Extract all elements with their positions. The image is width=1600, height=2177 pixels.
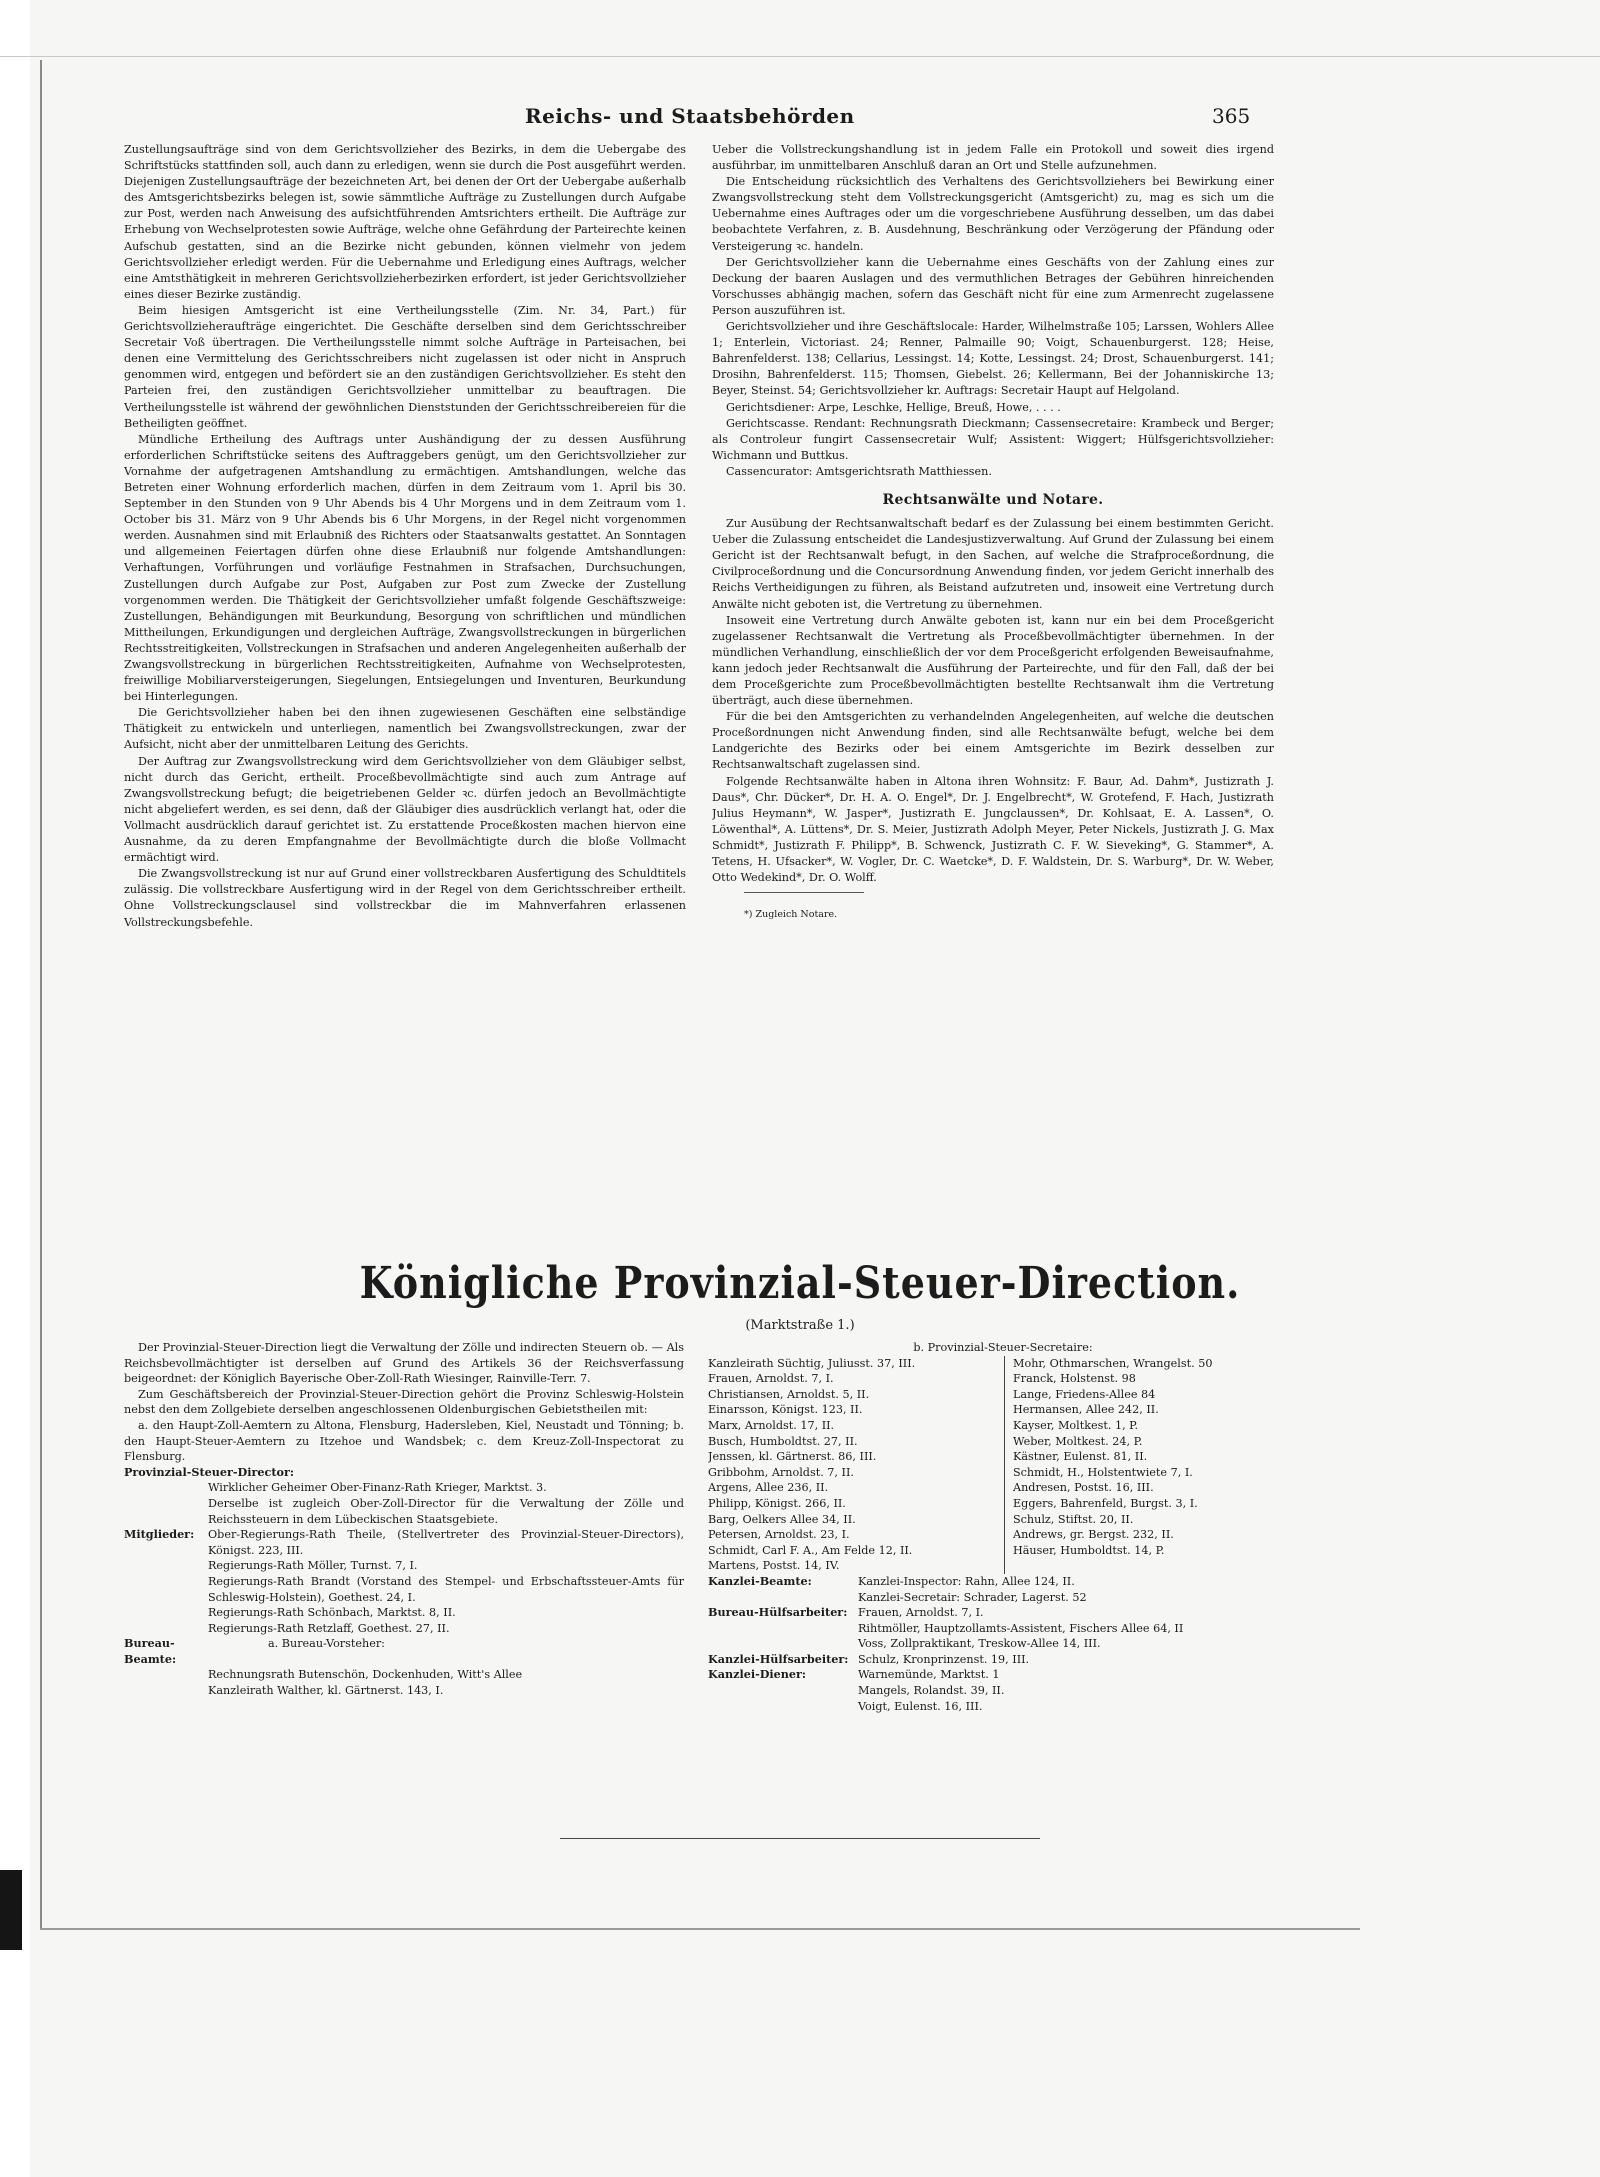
kanzlei-label: Kanzlei-Beamte:: [708, 1573, 812, 1588]
paragraph: Zum Geschäftsbereich der Provinzial-Steuer-Direction gehört die Provinz Schleswig-Holstein nebst den dem Zollgebiete derselben angeschlossenen Oldenburgischen Gebietstheilen mit:: [124, 1387, 684, 1417]
footnote-rule: [744, 892, 864, 893]
diener-entry: Warnemünde, Marktst. 1: [858, 1668, 1000, 1682]
running-header: Reichs- und Staatsbehörden: [525, 104, 855, 128]
list-item: Schulz, Stiftst. 20, II.: [1013, 1512, 1134, 1526]
list-item: Andrews, gr. Bergst. 232, II.: [1013, 1528, 1174, 1542]
list-item: Jenssen, kl. Gärtnerst. 86, III.: [708, 1450, 877, 1464]
paragraph: a. den Haupt-Zoll-Aemtern zu Altona, Flensburg, Hadersleben, Kiel, Neustadt und Tönning; b. den Haupt-Steuer-Aemtern zu Itzehoe und Wandsbek; c. dem Kreuz-Zoll-Inspectorat zu Flensburg.: [124, 1418, 684, 1464]
binding-shadow: [0, 1870, 22, 1950]
kanzlei-entry: Kanzlei-Inspector: Rahn, Allee 124, II.: [858, 1574, 1075, 1588]
director-line: Derselbe ist zugleich Ober-Zoll-Director für die Verwaltung der Zölle und Reichssteuern in dem Lübeckischen Staatsgebiete.: [208, 1496, 684, 1526]
list-item: Hermansen, Allee 242, II.: [1013, 1403, 1159, 1417]
section-title: Königliche Provinzial-Steuer-Direction.: [359, 1256, 1241, 1309]
bureau-row: [124, 1636, 684, 1667]
list-item: Argens, Allee 236, II.: [708, 1481, 829, 1495]
list-item: Marx, Arnoldst. 17, II.: [708, 1418, 835, 1432]
paragraph: Gerichtsdiener: Arpe, Leschke, Hellige, Breuß, Howe, . . . .: [726, 400, 1061, 414]
list-item: Einarsson, Königst. 123, II.: [708, 1403, 863, 1417]
bureau-label: Bureau-Beamte:: [124, 1636, 177, 1666]
paragraph: Die Zwangsvollstreckung ist nur auf Grund einer vollstreckbaren Ausfertigung des Schuldtitels zulässig. Die vollstreckbare Ausfertigung wird in der Regel von dem Gerichtsschreiber ertheilt. Ohne Vollstreckungsclausel sind vollstreckbar die im Mahnverfahren erlassenen Vollstreckungsbefehle.: [124, 867, 686, 929]
list-item: Schmidt, Carl F. A., Am Felde 12, II.: [708, 1543, 913, 1557]
paragraph: Mündliche Ertheilung des Auftrags unter Aushändigung der zu dessen Ausführung erforderlichen Schriftstücke seitens des Auftraggebers genügt, um den Gerichtsvollzieher zur Vornahme der aufgetragenen Amtshandlung zu ermächtigen. Amtshandlungen, welche das Betreten einer Wohnung erforderlich machen, dürfen in dem Zeitraum vom 1. April bis 30. September in den Stunden von 9 Uhr Abends bis 4 Uhr Morgens und in dem Zeitraum vom 1. October bis 31. März von 9 Uhr Abends bis 6 Uhr Morgens, in der Regel nicht vorgenommen werden. Ausnahmen sind mit Erlaubniß des Richters oder Staatsanwalts gestattet. An Sonntagen und allgemeinen Feiertagen dürfen ohne diese Erlaubniß nur folgende Amtshandlungen: Verhaftungen, Vorführungen und vorläufige Festnahmen in Strafsachen, Durchsuchungen, Zustellungen durch Aufgabe zur Post, Aufgaben zur Post zum Zwecke der Zustellung vorgenommen werden. Die Thätigkeit der Gerichtsvollzieher umfaßt folgende Geschäftszweige: Zustellungen, Behändigungen mit Beurkundung, Besorgung von schriftlichen und mündlichen Mittheilungen, Erkundigungen und dergleichen Aufträge, Zwangsvollstreckungen in bürgerlichen Rechtsstreitigkeiten, Vollstreckungen in Strafsachen und anderen Angelegenheiten außerhalb der Zwangsvollstreckung in bürgerlichen Rechtsstreitigkeiten, Aufnahme von Wechselprotesten, freiwillige Mobiliarversteigerungen, Siegelungen, Entsiegelungen und Inventuren, Beurkundung bei Hinterlegungen.: [124, 432, 686, 704]
bureau-head: a. Bureau-Vorsteher:: [268, 1637, 385, 1651]
page-left-edge: [40, 60, 42, 1930]
list-item: Barg, Oelkers Allee 34, II.: [708, 1512, 856, 1526]
paragraph: Cassencurator: Amtsgerichtsrath Matthiessen.: [726, 464, 992, 478]
list-item: Franck, Holstenst. 98: [1013, 1372, 1136, 1386]
secretaries-column-2: [1005, 1356, 1298, 1574]
huelfs-entry: Voss, Zollpraktikant, Treskow-Allee 14, III.: [858, 1637, 1101, 1651]
secretaries-heading: b. Provinzial-Steuer-Secretaire:: [913, 1341, 1093, 1354]
bureau-entry: Kanzleirath Walther, kl. Gärtnerst. 143, I.: [208, 1684, 444, 1698]
secretaries-list: [708, 1356, 1298, 1574]
directory-left: [124, 1340, 684, 1780]
bureau-entry: Rechnungsrath Butenschön, Dockenhuden, Witt's Allee: [208, 1668, 523, 1682]
huelfs-entry: Frauen, Arnoldst. 7, I.: [858, 1606, 984, 1620]
paragraph: Zustellungsaufträge sind von dem Gerichtsvollzieher des Bezirks, in dem die Uebergabe des Schriftstücks stattfinden soll, auch dann zu erledigen, wenn sie durch die Post ausgeführt werden. Diejenigen Zustellungsaufträge der bezeichneten Art, bei denen der Ort der Uebergabe außerhalb des Amtsgerichtsbezirks belegen ist, sowie sämmtliche Aufträge zu Zustellungen durch Aufgabe zur Post, werden nach Anweisung des aufsichtführenden Amtsrichters ertheilt. Die Aufträge zur Erhebung von Wechselprotesten sowie Aufträge, welche ohne Gefährdung der Parteirechte keinen Aufschub gestatten, sind an die Bezirke nicht gebunden, können vielmehr von jedem Gerichtsvollzieher erledigt werden. Für die Uebernahme und Erledigung eines Auftrags, welcher eine Amtsthätigkeit in mehreren Gerichtsvollzieherbezirken erfordert, ist jeder Gerichtsvollzieher eines dieser Bezirke zuständig.: [124, 143, 686, 301]
paragraph: Die Entscheidung rücksichtlich des Verhaltens des Gerichtsvollziehers bei Bewirkung einer Zwangsvollstreckung steht dem Vollstreckungsgericht (Amtsgericht) zu, mag es sich um die Uebernahme eines Auftrages oder um die vorgeschriebene Ausführung desselben, um das dabei beobachtete Verfahren, z. B. Ausdehnung, Beschränkung oder Verzögerung der Pfändung oder Versteigerung ꝛc. handeln.: [712, 175, 1274, 253]
list-item: Petersen, Arnoldst. 23, I.: [708, 1528, 850, 1542]
diener-label: Kanzlei-Diener:: [708, 1667, 807, 1682]
section-subtitle: (Marktstraße 1.): [745, 1318, 855, 1333]
kh-row: [708, 1652, 1298, 1668]
list-item: Philipp, Königst. 266, II.: [708, 1496, 846, 1510]
closing-rule: [560, 1838, 1040, 1839]
page-number: 365: [1212, 104, 1251, 128]
paragraph: Der Provinzial-Steuer-Direction liegt die Verwaltung der Zölle und indirecten Steuern ob. — Als Reichsbevollmächtigter ist derselben auf Grund des Artikels 36 der Reichsverfassung beigeordnet: der Königlich Bayerische Ober-Zoll-Rath Wiesinger, Rainville-Terr. 7.: [124, 1341, 684, 1386]
left-text-column: [124, 142, 686, 1222]
list-item: Kayser, Moltkest. 1, P.: [1013, 1418, 1138, 1432]
page-top-edge: [0, 56, 1600, 57]
list-item: Weber, Moltkest. 24, P.: [1013, 1434, 1143, 1448]
list-item: Schmidt, H., Holstentwiete 7, I.: [1013, 1465, 1193, 1479]
members-label: Mitglieder:: [124, 1527, 195, 1542]
list-item: Martens, Postst. 14, IV.: [708, 1559, 840, 1573]
footnote: *) Zugleich Notare.: [744, 909, 838, 921]
director-label: Provinzial-Steuer-Director:: [124, 1464, 294, 1479]
huelfs-entry: Rihtmöller, Hauptzollamts-Assistent, Fischers Allee 64, II: [858, 1621, 1184, 1635]
directory-right: [708, 1340, 1298, 1790]
list-item: Mohr, Othmarschen, Wrangelst. 50: [1013, 1356, 1213, 1370]
member-entry: Regierungs-Rath Brandt (Vorstand des Stempel- und Erbschaftssteuer-Amts für Schleswig-Holstein), Goethest. 24, I.: [208, 1574, 684, 1604]
list-item: Frauen, Arnoldst. 7, I.: [708, 1372, 834, 1386]
director-line: Wirklicher Geheimer Ober-Finanz-Rath Krieger, Marktst. 3.: [208, 1481, 547, 1495]
list-item: Andresen, Postst. 16, III.: [1013, 1481, 1154, 1495]
huelfs-row: [708, 1605, 1298, 1621]
paragraph: Insoweit eine Vertretung durch Anwälte geboten ist, kann nur ein bei dem Proceßgericht zugelassener Rechtsanwalt die Vertretung als Proceßbevollmächtigter übernehmen. In der mündlichen Verhandlung, einschließlich der vor dem Proceßgericht erfolgenden Beweisaufnahme, kann jedoch jeder Rechtsanwalt die Ausführung der Parteirechte, und für den Fall, daß der bei dem Proceßgerichte zum Proceßbevollmächtigten bestellte Rechtsanwalt ihm die Vertretung überträgt, auch diese übernehmen.: [712, 613, 1274, 708]
kanzlei-entry: Kanzlei-Secretair: Schrader, Lagerst. 52: [858, 1590, 1087, 1604]
list-item: Kanzleirath Süchtig, Juliusst. 37, III.: [708, 1356, 916, 1370]
member-entry: Regierungs-Rath Möller, Turnst. 7, I.: [208, 1559, 418, 1573]
member-entry: Regierungs-Rath Retzlaff, Goethest. 27, II.: [208, 1621, 450, 1635]
paragraph: Beim hiesigen Amtsgericht ist eine Vertheilungsstelle (Zim. Nr. 34, Part.) für Gerichtsvollzieheraufträge eingerichtet. Die Geschäfte derselben sind dem Gerichtsschreiber Secretair Voß übertragen. Die Vertheilungsstelle nimmt solche Aufträge in Parteisachen, bei denen eine Vermittelung des Gerichtsschreibers nicht zugelassen ist oder nicht in Anspruch genommen wird, entgegen und befördert sie an den zuständigen Gerichtsvollzieher. Es steht den Parteien frei, den zuständigen Gerichtsvollzieher unmittelbar zu beauftragen. Die Vertheilungsstelle ist während der gewöhnlichen Dienststunden der Gerichtsschreibereien für die Betheiligten geöffnet.: [124, 303, 686, 430]
member-entry: Ober-Regierungs-Rath Theile, (Stellvertreter des Provinzial-Steuer-Directors), Königst. 223, III.: [208, 1528, 684, 1557]
paragraph: Ueber die Vollstreckungshandlung ist in jedem Falle ein Protokoll und soweit dies irgend ausführbar, im unmittelbaren Anschluß daran an Ort und Stelle aufzunehmen.: [712, 143, 1274, 173]
list-item: Eggers, Bahrenfeld, Burgst. 3, I.: [1013, 1496, 1198, 1510]
list-item: Busch, Humboldtst. 27, II.: [708, 1434, 858, 1448]
list-item: Lange, Friedens-Allee 84: [1013, 1387, 1156, 1401]
paragraph: Die Gerichtsvollzieher haben bei den ihnen zugewiesenen Geschäften eine selbständige Thätigkeit zu entwickeln und unterliegen, namentlich bei Zwangsvollstreckungen, zwar der Aufsicht, nicht aber der unmittelbaren Leitung des Gerichts.: [124, 706, 686, 752]
paragraph: Der Gerichtsvollzieher kann die Uebernahme eines Geschäfts von der Zahlung eines zur Deckung der baaren Auslagen und des vermuthlichen Betrages der Gebühren hinreichenden Vorschusses abhängig machen, sofern das Geschäft nicht für eine zum Armenrecht zugelassene Person auszuführen ist.: [712, 255, 1274, 317]
paragraph: Gerichtsvollzieher und ihre Geschäftslocale: Harder, Wilhelmstraße 105; Larssen, Wohlers Allee 1; Enterlein, Victoriast. 24; Renner, Palmaille 90; Voigt, Schauenburgerst. 128; Heise, Bahrenfelderst. 138; Cellarius, Lessingst. 14; Kotte, Lessingst. 24; Drost, Schauenburgerst. 141; Drosihn, Bahrenfelderst. 115; Thomsen, Giebelst. 26; Kellermann, Bei der Johanniskirche 13; Beyer, Steinst. 54; Gerichtsvollzieher kr. Auftrags: Secretair Haupt auf Helgoland.: [712, 320, 1274, 398]
list-item: Christiansen, Arnoldst. 5, II.: [708, 1387, 870, 1401]
diener-row: [708, 1667, 1298, 1683]
kh-entry: Schulz, Kronprinzenst. 19, III.: [858, 1652, 1030, 1666]
huelfs-label: Bureau-Hülfsarbeiter:: [708, 1605, 848, 1620]
right-text-column: [712, 142, 1274, 1230]
section-subheading: Rechtsanwälte und Notare.: [882, 491, 1104, 508]
kanzlei-row: [708, 1574, 1298, 1590]
list-item: Kästner, Eulenst. 81, II.: [1013, 1450, 1148, 1464]
diener-entry: Voigt, Eulenst. 16, III.: [858, 1699, 983, 1713]
diener-entry: Mangels, Rolandst. 39, II.: [858, 1684, 1005, 1698]
paragraph: Für die bei den Amtsgerichten zu verhandelnden Angelegenheiten, auf welche die deutschen Proceßordnungen nicht Anwendung finden, sind alle Rechtsanwälte befugt, welche bei dem Landgerichte des Bezirks oder bei einem Amtsgerichte im Bezirk desselben zur Rechtsanwaltschaft zugelassen sind.: [712, 710, 1274, 772]
list-item: Häuser, Humboldtst. 14, P.: [1013, 1543, 1165, 1557]
paragraph: Der Auftrag zur Zwangsvollstreckung wird dem Gerichtsvollzieher von dem Gläubiger selbst, nicht durch das Gericht, ertheilt. Proceßbevollmächtigte sind auch zum Antrage auf Zwangsvollstreckung befugt; die beigetriebenen Gelder ꝛc. dürfen jedoch an Bevollmächtigte nicht abgeliefert werden, es sei denn, daß der Gläubiger dies ausdrücklich verlangt hat, oder die Vollmacht ausdrücklich darauf gerichtet ist. Zu erstattende Proceßkosten machen hiervon eine Ausnahme, da zu deren Empfangnahme der Bevollmächtigte durch die bloße Vollmacht ermächtigt wird.: [124, 754, 686, 865]
paragraph: Folgende Rechtsanwälte haben in Altona ihren Wohnsitz: F. Baur, Ad. Dahm*, Justizrath J. Daus*, Chr. Dücker*, Dr. H. A. O. Engel*, Dr. J. Engelbrecht*, W. Grotefend, F. Hach, Justizrath Julius Heymann*, W. Jasper*, Justizrath E. Jungclaussen*, Dr. Kohlsaat, E. A. Lassen*, O. Löwenthal*, A. Lüttens*, Dr. S. Meier, Justizrath Adolph Meyer, Peter Nickels, Justizrath J. G. Max Schmidt*, Justizrath F. Philipp*, B. Schwenck, Justizrath C. F. W. Sieveking*, G. Stammer*, A. Tetens, H. Ufsacker*, W. Vogler, Dr. C. Waetcke*, D. F. Waldstein, Dr. S. Warburg*, Dr. W. Weber, Otto Wedekind*, Dr. O. Wolff.: [712, 774, 1274, 885]
page-bottom-edge: [40, 1928, 1360, 1930]
list-item: Gribbohm, Arnoldst. 7, II.: [708, 1465, 854, 1479]
members-row: [124, 1527, 684, 1558]
member-entry: Regierungs-Rath Schönbach, Marktst. 8, II.: [208, 1606, 456, 1620]
kh-label: Kanzlei-Hülfsarbeiter:: [708, 1651, 849, 1666]
secretaries-column-1: [708, 1356, 1005, 1574]
scan-margin: [0, 0, 30, 2177]
paragraph: Zur Ausübung der Rechtsanwaltschaft bedarf es der Zulassung bei einem bestimmten Gericht. Ueber die Zulassung entscheidet die Landesjustizverwaltung. Auf Grund der Zulassung bei einem Gericht ist der Rechtsanwalt befugt, in den Sachen, auf welche die Strafproceßordnung, die Civilproceßordnung und die Concursordnung Anwendung finden, vor jedem Gericht innerhalb des Reichs Vertheidigungen zu führen, als Beistand aufzutreten und, insoweit eine Vertretung durch Anwälte nicht geboten ist, die Vertretung zu übernehmen.: [712, 517, 1274, 611]
paragraph: Gerichtscasse. Rendant: Rechnungsrath Dieckmann; Cassensecretaire: Krambeck und Berger; als Controleur fungirt Cassensecretair Wulf; Assistent: Wiggert; Hülfsgerichtsvollzieher: Wichmann und Buttkus.: [712, 416, 1274, 462]
